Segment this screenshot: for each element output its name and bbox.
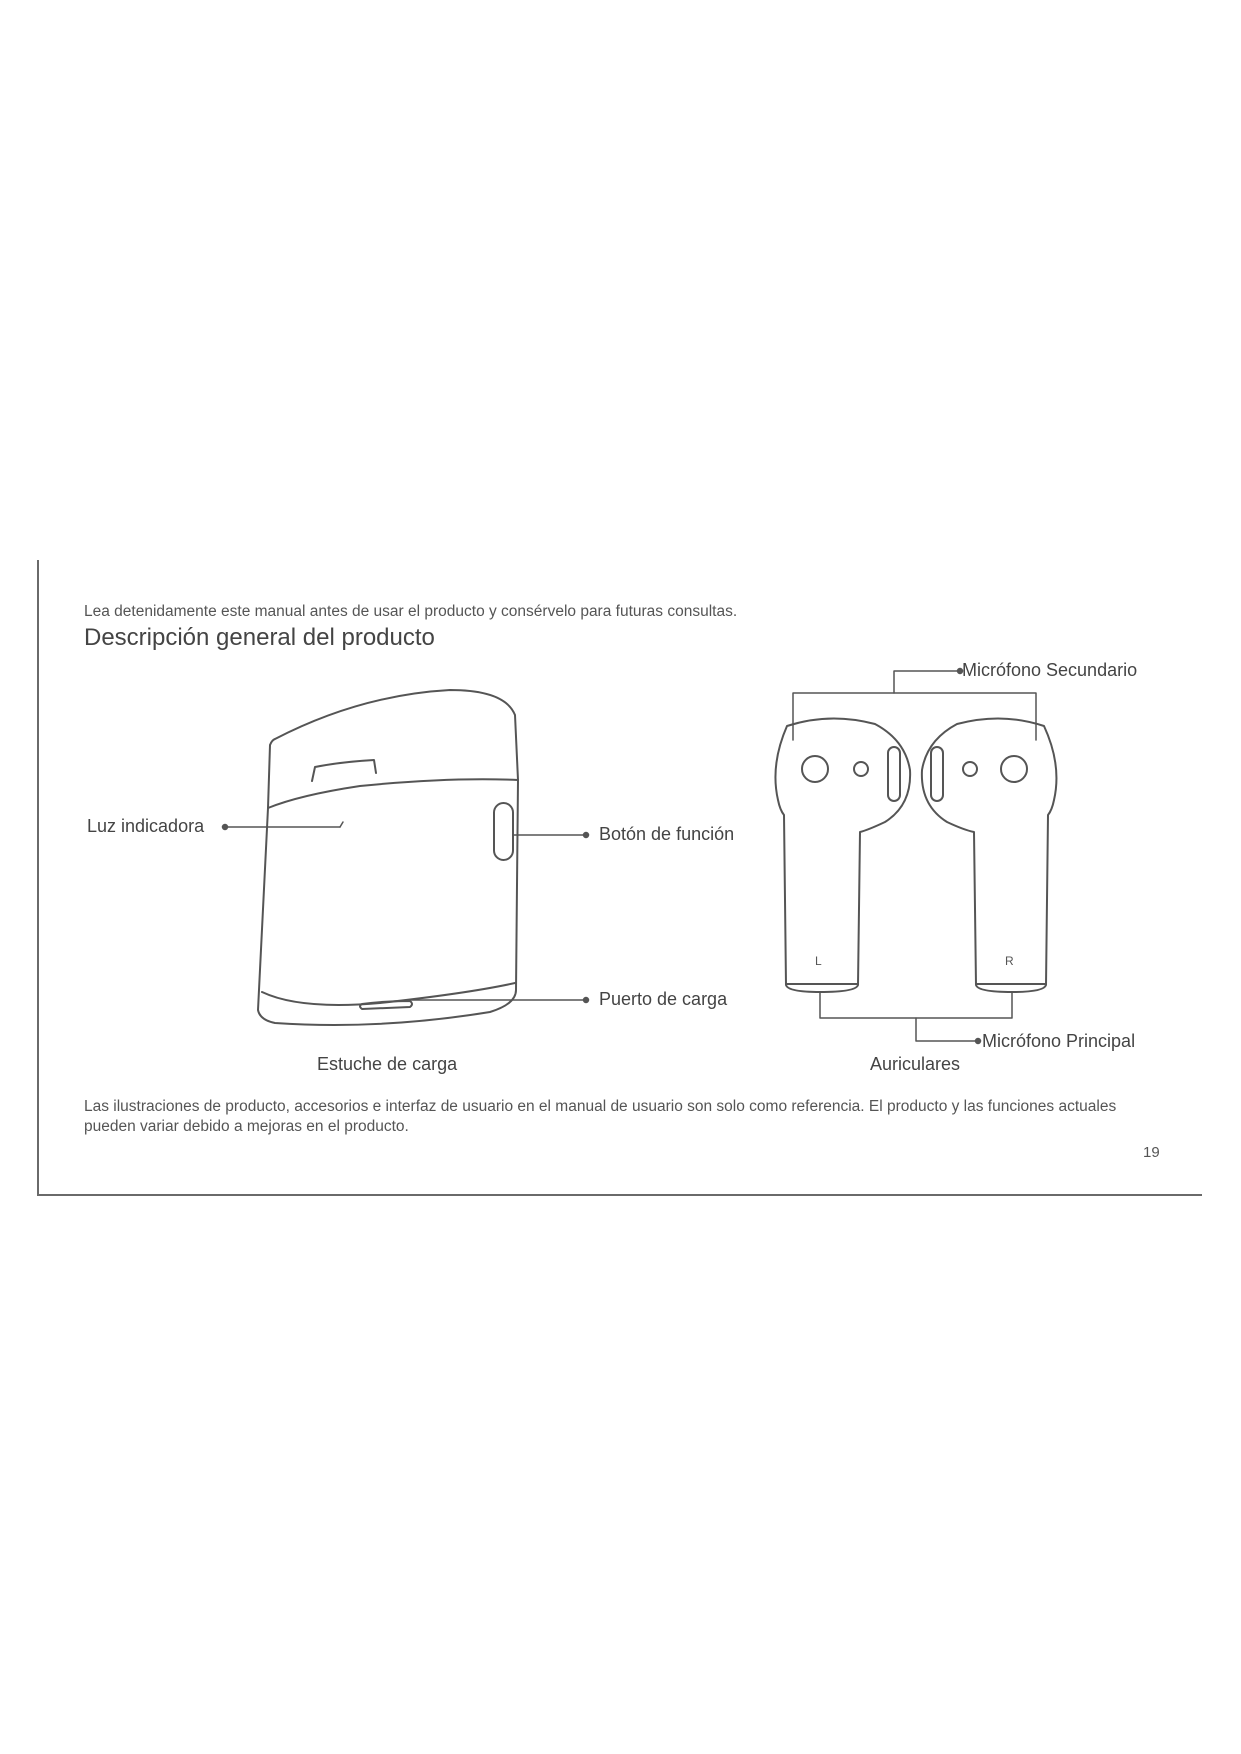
- secondary-mic-label: Micrófono Secundario: [962, 660, 1138, 680]
- right-earbud-illustration: [922, 718, 1057, 992]
- case-callouts: [223, 822, 589, 1003]
- page-number: 19: [1143, 1144, 1160, 1161]
- charging-port-shape: [360, 1001, 412, 1009]
- charging-port-label: Puerto de carga: [599, 989, 728, 1009]
- function-button-label: Botón de función: [599, 824, 735, 844]
- left-earbud-mark: L: [815, 954, 822, 968]
- intro-text: Lea detenidamente este manual antes de usar el producto y consérvelo para futuras consultas.: [84, 603, 738, 620]
- earbuds-caption: Auriculares: [870, 1054, 961, 1074]
- left-earbud-illustration: [775, 718, 910, 992]
- earbud-callouts: [793, 669, 1036, 1044]
- indicator-light-label: Luz indicadora: [87, 816, 205, 836]
- right-earbud-mark: R: [1005, 954, 1014, 968]
- section-title: Descripción general del producto: [84, 624, 435, 651]
- main-mic-label: Micrófono Principal: [982, 1031, 1136, 1051]
- function-button-shape: [494, 803, 513, 860]
- charging-case-caption: Estuche de carga: [317, 1054, 458, 1074]
- charging-case-illustration: [258, 690, 518, 1025]
- disclaimer-text: Las ilustraciones de producto, accesorios e interfaz de usuario en el manual de usuario son solo como referencia. El producto y las funciones actuales pueden variar debido a mejoras en el producto.: [84, 1098, 1117, 1135]
